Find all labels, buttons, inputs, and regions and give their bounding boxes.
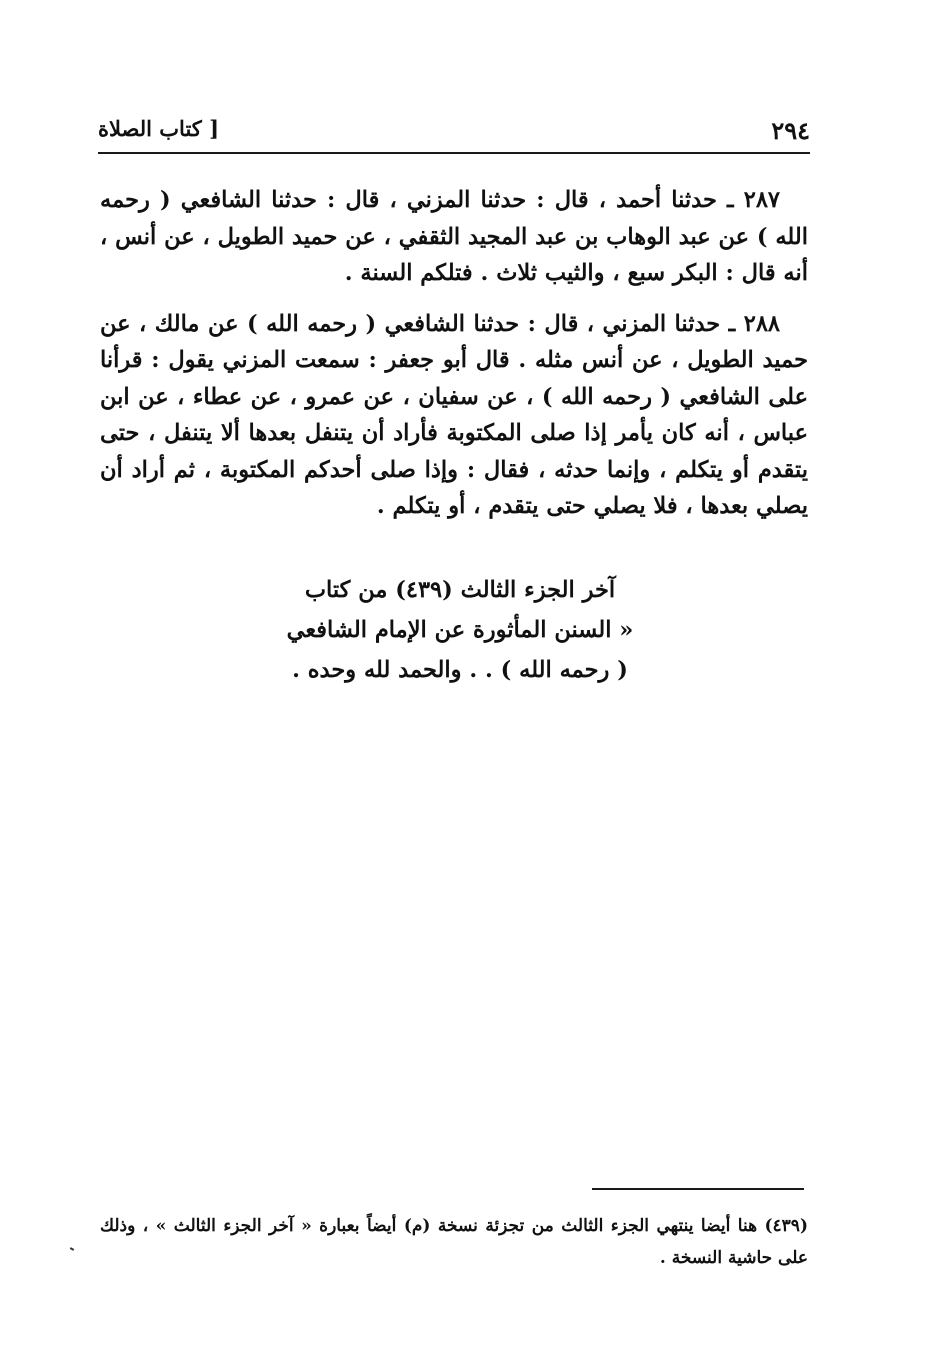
chapter-title: [ كتاب الصلاة (98, 116, 220, 141)
main-text (100, 182, 808, 539)
page-number: ٢٩٤ (771, 116, 810, 145)
hadith-text: ـ حدثنا أحمد ، قال : حدثنا المزني ، قال : حدثنا الشافعي ( رحمه الله ) عن عبد الوهاب بن عبد المجيد الثقفي ، عن حميد الطويل ، عن أنس ، أنه قال : البكر سبع ، والثيب ثلاث . فتلكم السنة . (100, 187, 808, 286)
footnote-rule (592, 1188, 804, 1190)
hadith-288 (100, 306, 808, 525)
colophon-line-1: آخر الجزء الثالث (٤٣٩) من كتاب (304, 577, 616, 603)
header-rule (98, 152, 810, 154)
colophon-line-3: ( رحمه الله ) . . والحمد لله وحده . (292, 657, 628, 683)
hadith-287 (100, 182, 808, 292)
running-head (98, 112, 810, 152)
hadith-number: ٢٨٨ (743, 310, 780, 337)
scan-speck (70, 1247, 74, 1251)
colophon-line-2: « السنن المأثورة عن الإمام الشافعي (286, 617, 634, 643)
footnote: (٤٣٩) هنا أيضا ينتهي الجزء الثالث من تجزئة نسخة (م) أيضاً بعبارة « آخر الجزء الثالث » ، وذلك على حاشية النسخة . (100, 1216, 808, 1268)
colophon (220, 570, 700, 690)
hadith-number: ٢٨٧ (743, 187, 780, 213)
hadith-text: ـ حدثنا المزني ، قال : حدثنا الشافعي ( رحمه الله ) عن مالك ، عن حميد الطويل ، عن أنس مثله . قال أبو جعفر : سمعت المزني يقول : قرأنا على الشافعي ( رحمه الله ) ، عن سفيان ، عن عمرو ، عن عطاء ، عن ابن عباس ، أنه كان يأمر إذا صلى المكتوبة فأراد أن يتنفل بعدها ألا يتنفل ، حتى يتقدم أو يتكلم ، وإنما حدثه ، فقال : وإذا صلى أحدكم المكتوبة ، ثم أراد أن يصلي بعدها ، فلا يصلي حتى يتقدم ، أو يتكلم . (100, 310, 808, 519)
